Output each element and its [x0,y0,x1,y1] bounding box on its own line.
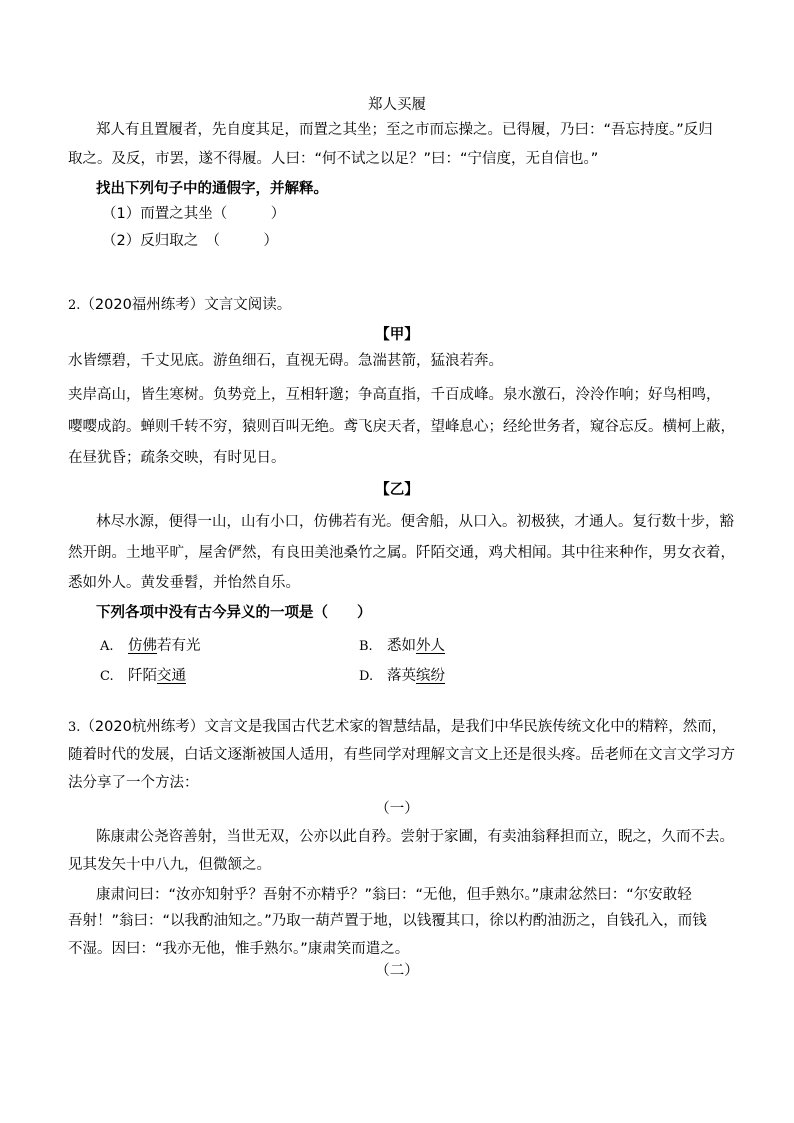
option-a [100,637,201,656]
option-text-underlined: 仿佛 [128,638,157,654]
option-letter: C. [100,669,114,684]
question-item: （1）而置之其坐（ ） [102,206,286,222]
question-number: 3. [68,720,81,735]
option-letter: D. [359,669,374,684]
question-instruction: 找出下列句子中的通假字，并解释。 [96,181,328,197]
passage-line: 康肃问曰：“汝亦知射乎？吾射不亦精乎？”翁曰：“无他，但手熟尔。”康肃忿然曰：“尔安敢轻 [96,887,692,903]
passage-line: 不湿。因曰：“我亦无他，惟手熟尔。”康肃笑而遣之。 [68,941,410,957]
question-3-heading [68,718,726,737]
passage-line: 嘤嘤成韵。蝉则千转不穷，猿则百叫无绝。鸢飞戾天者，望峰息心；经纶世务者，窥谷忘反。横柯上蔽， [68,419,735,435]
option-c [100,667,186,686]
section-label: （一） [375,801,419,817]
passage-line: 在昼犹昏；疏条交映，有时见日。 [68,450,286,466]
passage-line: 吾射！”翁曰：“以我酌油知之。”乃取一葫芦置于地，以钱覆其口，徐以杓酌油沥之，自钱孔入，而钱 [68,913,707,929]
passage-line: 水皆缥碧，千丈见底。游鱼细石，直视无碍。急湍甚箭，猛浪若奔。 [68,353,503,369]
option-text-before: 阡陌 [128,668,157,684]
option-text-underlined: 外人 [416,638,445,654]
option-letter: B. [359,639,373,654]
question-intro: 文言文是我国古代艺术家的智慧结晶，是我们中华民族传统文化中的精粹，然而， [204,719,727,735]
option-text-underlined: 缤纷 [416,668,445,684]
question-source: （2020福州练考） [80,297,205,313]
option-text-before: 落英 [387,668,416,684]
option-text-before: 悉如 [387,638,416,654]
section-label-jia: 【甲】 [375,327,419,343]
option-d [359,667,445,686]
passage-line: 郑人有且置履者，先自度其足，而置之其坐；至之市而忘操之。已得履，乃曰：“吾忘持度。”反归 [96,122,713,138]
question-number: 2. [68,298,81,313]
question-item: （2）反归取之 （ ） [102,233,278,249]
option-text-after: 若有光 [157,638,201,654]
option-text-underlined: 交通 [157,668,186,684]
section-label: （二） [375,963,419,979]
question-heading-text: 文言文阅读。 [204,297,292,313]
passage-line: 取之。及反，市罢，遂不得履。人曰：“何不试之以足？”曰：“宁信度，无自信也。” [68,151,599,167]
passage-title: 郑人买履 [368,97,426,113]
section-label-yi: 【乙】 [375,482,419,498]
passage-line: 夹岸高山，皆生寒树。负势竞上，互相轩邈；争高直指，千百成峰。泉水激石，泠泠作响；好鸟相鸣， [68,387,721,403]
question-intro-line: 法分享了一个方法： [68,775,199,791]
question-2-heading [68,296,291,315]
question-intro-line: 随着时代的发展，白话文逐渐被国人适用，有些同学对理解文言文上还是很头疼。岳老师在文言文学习方 [68,747,735,763]
passage-line: 悉如外人。黄发垂髫，并怡然自乐。 [68,575,300,591]
passage-line: 见其发矢十中八九，但微颔之。 [68,857,271,873]
option-b [359,637,445,656]
passage-line: 然开朗。土地平旷，屋舍俨然，有良田美池桑竹之属。阡陌交通，鸡犬相闻。其中往来种作，男女衣着， [68,545,735,561]
passage-line: 林尽水源，便得一山，山有小口，仿佛若有光。便舍船，从口入。初极狭，才通人。复行数十步，豁 [96,514,734,530]
passage-line: 陈康肃公尧咨善射，当世无双，公亦以此自矜。尝射于家圃，有卖油翁释担而立，睨之，久而不去。 [96,829,734,845]
question-source: （2020杭州练考） [80,719,205,735]
option-letter: A. [100,639,114,654]
question-prompt: 下列各项中没有古今异义的一项是（ ） [96,605,372,621]
